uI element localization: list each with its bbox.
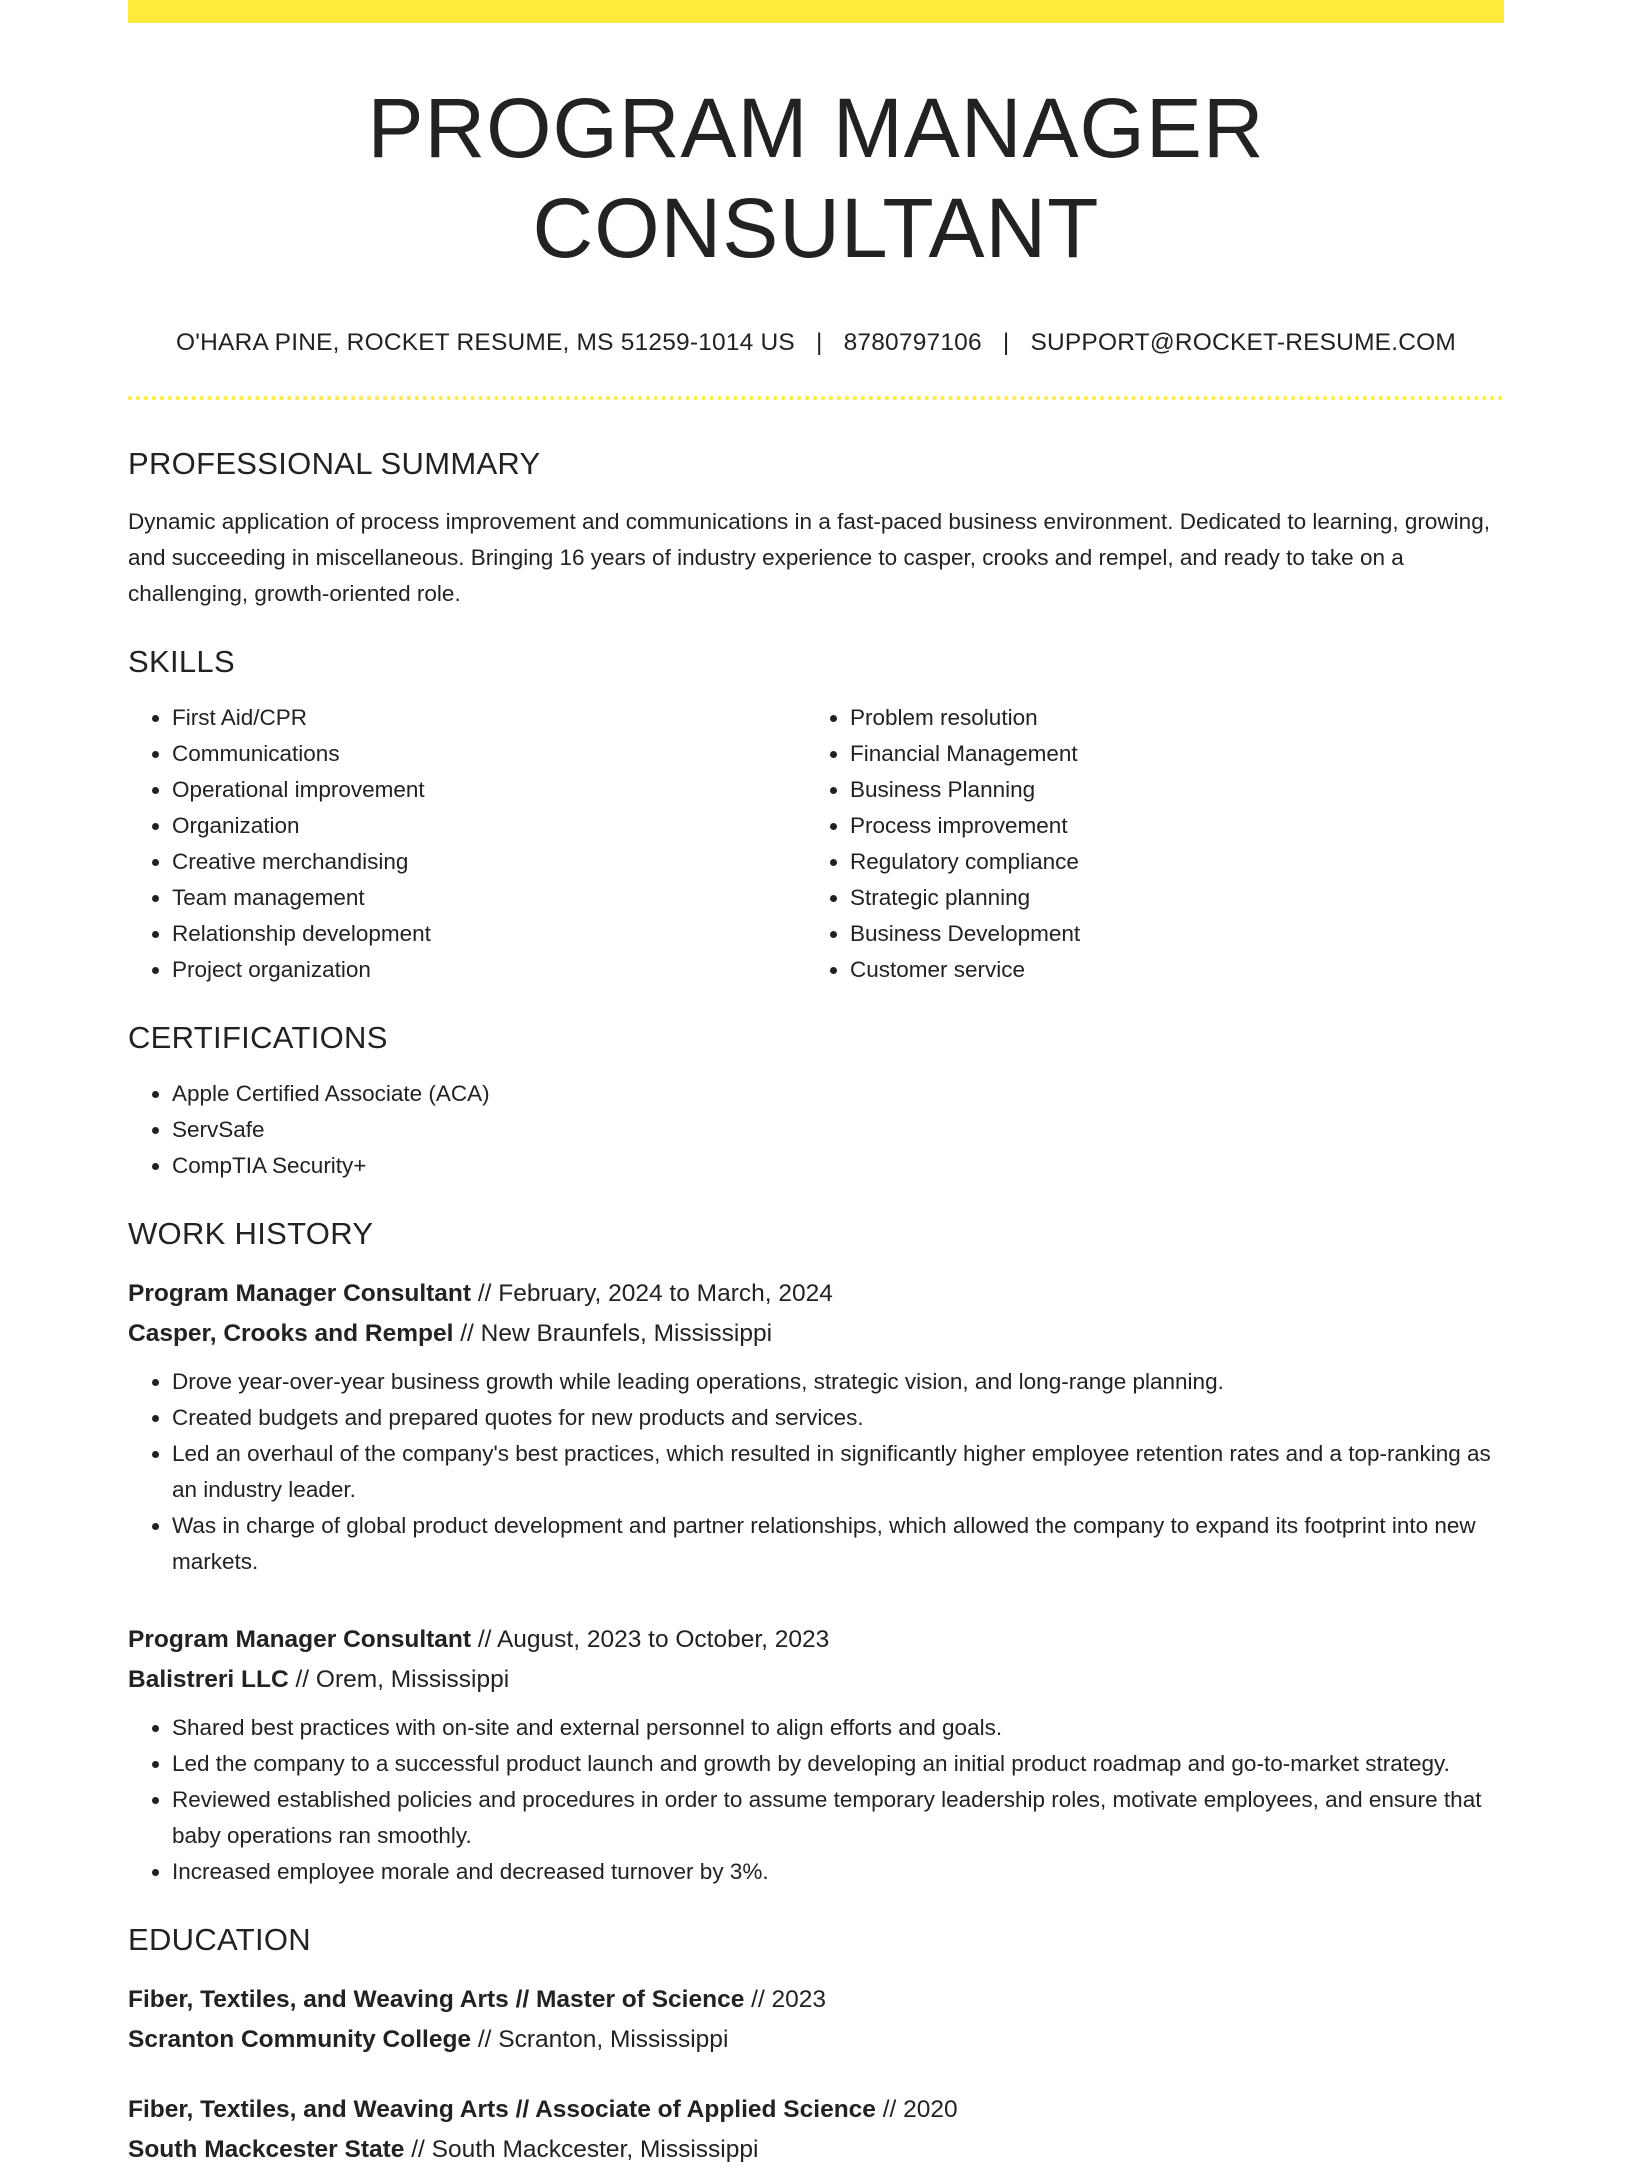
job-title: Program Manager Consultant <box>128 1626 472 1653</box>
contact-address: O'HARA PINE, ROCKET RESUME, MS 51259-1014 US <box>176 329 795 356</box>
skill-item: • Creative merchandising <box>172 844 806 880</box>
job-entry <box>128 1274 1504 1580</box>
education-degree: Fiber, Textiles, and Weaving Arts // Associate of Applied Science <box>128 2096 876 2123</box>
skill-item: • Business Development <box>850 916 1484 952</box>
skill-item: • Problem resolution <box>850 700 1484 736</box>
skill-item: • Relationship development <box>172 916 806 952</box>
dotted-divider <box>128 396 1504 400</box>
skill-item: • Financial Management <box>850 736 1484 772</box>
skill-item: • Team management <box>172 880 806 916</box>
skills-column-left <box>128 700 806 988</box>
education-school: South Mackcester State <box>128 2136 405 2163</box>
job-title: Program Manager Consultant <box>128 1280 472 1307</box>
contact-separator: | <box>1002 329 1010 356</box>
skills-heading: SKILLS <box>128 644 235 679</box>
certification-item: • Apple Certified Associate (ACA) <box>172 1076 1504 1112</box>
education-school-line <box>128 2130 1504 2170</box>
education-school-line <box>128 2020 1504 2060</box>
job-bullets <box>128 1364 1504 1580</box>
job-title-line <box>128 1274 1504 1314</box>
skill-item: • Business Planning <box>850 772 1484 808</box>
education-degree: Fiber, Textiles, and Weaving Arts // Master of Science <box>128 1986 745 2013</box>
job-company-line <box>128 1660 1504 1700</box>
skill-item: • Customer service <box>850 952 1484 988</box>
job-bullet: • Shared best practices with on-site and external personnel to align efforts and goals. <box>172 1710 1504 1746</box>
contact-phone: 8780797106 <box>843 329 982 356</box>
job-company: Casper, Crooks and Rempel <box>128 1320 454 1347</box>
job-dates: // February, 2024 to March, 2024 <box>471 1280 833 1307</box>
job-dates: // August, 2023 to October, 2023 <box>471 1626 830 1653</box>
education-degree-line <box>128 2090 1504 2130</box>
education-year: // 2023 <box>744 1986 827 2013</box>
job-bullet: • Led an overhaul of the company's best practices, which resulted in significantly higher employee retention rates and a top-ranking as an industry leader. <box>172 1436 1504 1508</box>
education-heading: EDUCATION <box>128 1922 311 1957</box>
education-entry <box>128 2090 1504 2170</box>
job-company-line <box>128 1314 1504 1354</box>
skill-item: • Organization <box>172 808 806 844</box>
certification-item: • CompTIA Security+ <box>172 1148 1504 1184</box>
education-location: // South Mackcester, Mississippi <box>404 2136 759 2163</box>
skill-item: • Communications <box>172 736 806 772</box>
summary-heading: PROFESSIONAL SUMMARY <box>128 446 541 481</box>
education-year: // 2020 <box>875 2096 958 2123</box>
contact-line <box>128 328 1504 358</box>
job-bullet: • Led the company to a successful product launch and growth by developing an initial product roadmap and go-to-market strategy. <box>172 1746 1504 1782</box>
contact-separator: | <box>815 329 823 356</box>
contact-email: SUPPORT@ROCKET-RESUME.COM <box>1030 329 1456 356</box>
skill-item: • Strategic planning <box>850 880 1484 916</box>
education-entry <box>128 1980 1504 2060</box>
job-bullet: • Increased employee morale and decreased turnover by 3%. <box>172 1854 1504 1890</box>
job-title-line <box>128 1620 1504 1660</box>
education-school: Scranton Community College <box>128 2026 472 2053</box>
job-company: Balistreri LLC <box>128 1666 289 1693</box>
skill-item: • Operational improvement <box>172 772 806 808</box>
skills-column-right <box>806 700 1484 988</box>
skills-grid <box>128 700 1504 988</box>
certifications-list <box>128 1076 1504 1184</box>
skill-item: • Process improvement <box>850 808 1484 844</box>
job-location: // New Braunfels, Mississippi <box>453 1320 773 1347</box>
skill-item: • Project organization <box>172 952 806 988</box>
skill-item: • Regulatory compliance <box>850 844 1484 880</box>
job-bullet: • Created budgets and prepared quotes for new products and services. <box>172 1400 1504 1436</box>
job-entry <box>128 1620 1504 1890</box>
job-bullets <box>128 1710 1504 1890</box>
job-location: // Orem, Mississippi <box>288 1666 510 1693</box>
job-bullet: • Was in charge of global product development and partner relationships, which allowed the company to expand its footprint into new markets. <box>172 1508 1504 1580</box>
education-location: // Scranton, Mississippi <box>471 2026 729 2053</box>
resume-title: PROGRAM MANAGER CONSULTANT <box>367 81 1265 275</box>
job-bullet: • Drove year-over-year business growth while leading operations, strategic vision, and long-range planning. <box>172 1364 1504 1400</box>
certifications-heading: CERTIFICATIONS <box>128 1020 388 1055</box>
resume-content <box>128 0 1504 2170</box>
education-degree-line <box>128 1980 1504 2020</box>
skill-item: • First Aid/CPR <box>172 700 806 736</box>
summary-text: Dynamic application of process improvement and communications in a fast-paced business environment. Dedicated to learning, growing, and succeeding in miscellaneous. Bringing 16 years of industry experience to casper, crooks and rempel, and ready to take on a challenging, growth-oriented role. <box>128 509 1490 606</box>
work-history-heading: WORK HISTORY <box>128 1216 374 1251</box>
job-bullet: • Reviewed established policies and procedures in order to assume temporary leadership roles, motivate employees, and ensure that baby operations ran smoothly. <box>172 1782 1504 1854</box>
certification-item: • ServSafe <box>172 1112 1504 1148</box>
